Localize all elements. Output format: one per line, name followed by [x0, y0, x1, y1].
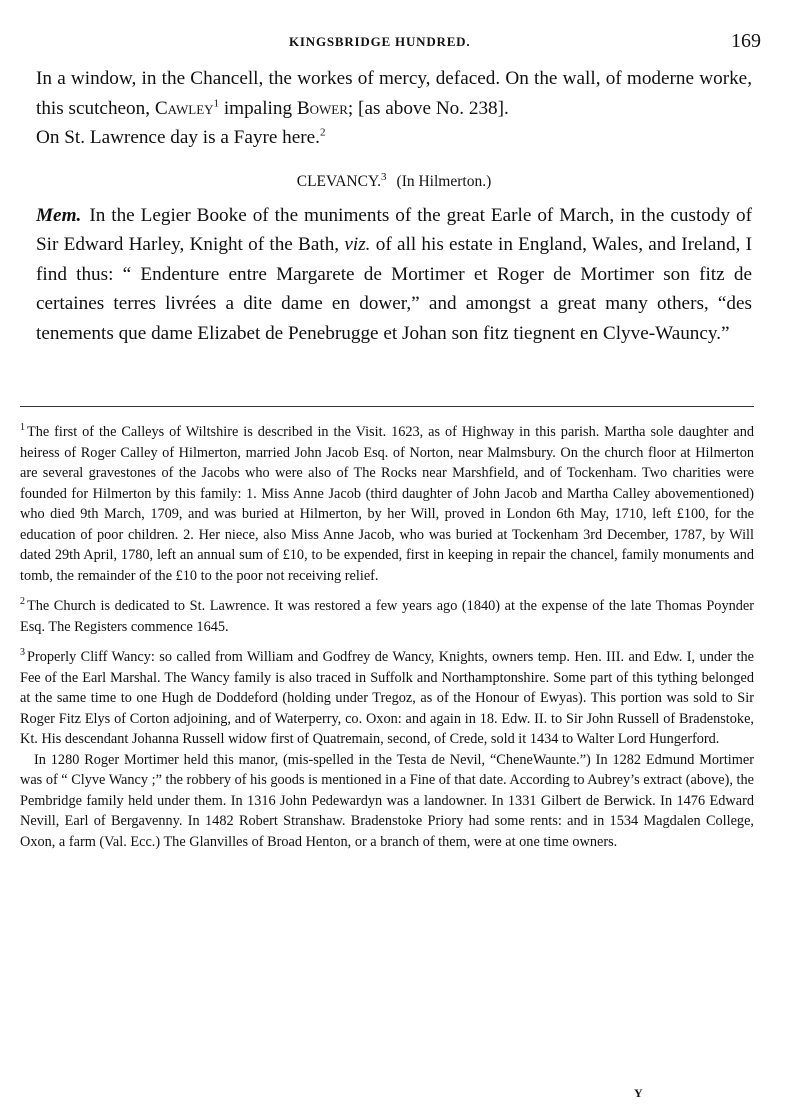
heading-subtitle: (In Hilmerton.)	[396, 172, 492, 190]
cawley-name: Cawley	[154, 97, 214, 119]
heading-title: CLEVANCY.	[296, 172, 382, 190]
mem-label: Mem.	[36, 204, 82, 226]
footnote-ref-2: 2	[319, 126, 326, 139]
footnote-1-marker: 1	[20, 422, 25, 434]
footnote-2-marker: 2	[20, 596, 25, 608]
paragraph-chancell: In a window, in the Chancell, the workes of mercy, defaced. On the wall, of moderne worke, this scutcheon, Cawley$^1$ impaling Bower; [as above No. 238].	[36, 68, 752, 119]
footnote-ref-3: 3	[381, 170, 387, 183]
footnote-ref-1: 1	[213, 97, 220, 110]
running-header	[0, 30, 800, 52]
signature-mark: Y	[634, 1086, 643, 1100]
paragraph-mem: Mem. In the Legier Booke of the muniments of the great Earle of March, in the custody of Sir Edward Harley, Knight of the Bath, viz. of all his estate in England, Wales, and Ireland, I find thus: “ Endenture entre Margarete de Mortimer et Roger de Mortimer son fitz de certaines terres livrées a dite dame en dower,” and amongst a great many others, “des tenements que dame Elizabet de Penebrugge et Johan son fitz tiegnent en Clyve-Wauncy.”	[36, 204, 752, 344]
footnote-rule	[20, 406, 754, 407]
footnote-3-marker: 3	[20, 647, 25, 659]
page-number: 169	[731, 30, 761, 52]
viz-abbrev: viz.	[344, 234, 371, 255]
footnote-3: $^3$ Properly Cliff Wancy: so called from William and Godfrey de Wancy, Knights, owners temp. Hen. III. and Edw. I, under the Fee of the Earl Marshal. The Wancy family is also traced in Suffolk and Northamptonshire. Some part of this tything belonged at the same time to one Hugh de Doddeford (holding under Tregoz, as of the Honour of Ewyas). This portion was sold to Sir Roger Fitz Elys of Corton adjoining, and of Waterperry, co. Oxon: and again in 18. Edw. II. to Sir John Russell of Bradenstoke, Kt. His descendant Johanna Russell widow first of Quatremain, second, of Crede, sold it 1434 to Walter Lord Hungerford.	[20, 647, 754, 747]
footnote-2: $^2$ The Church is dedicated to St. Lawrence. It was restored a few years ago (1840) at the expense of the late Thomas Poynder Esq. The Registers commence 1645.	[20, 596, 754, 635]
footnote-1: $^1$ The first of the Calleys of Wiltshire is described in the Visit. 1623, as of Highway in this parish. Martha sole daughter and heiress of Roger Calley of Hilmerton, married John Jacob Esq. of Norton, near Malmsbury. On the church floor at Hilmerton are several gravestones of the Jacobs who were also of The Rocks near Marshfield, and of Tockenham. Two charities were founded for Hilmerton by this family: 1. Miss Anne Jacob (third daughter of John Jacob and Martha Calley abovementioned) who died 9th March, 1709, and was buried at Hilmerton, by her Will, proved in London 6th May, 1710, left £100, for the education of poor children. 2. Her niece, also Miss Anne Jacob, who was buried at Tockenham 3rd December, 1787, by Will dated 29th April, 1780, left an annual sum of £10, to be expended, first in keeping in repair the chancel, family monuments and tomb, the remainder of the £10 to the poor not receiving relief.	[20, 422, 754, 584]
bower-name: Bower	[296, 97, 348, 119]
section-heading	[36, 170, 752, 194]
paragraph-fayre: On St. Lawrence day is a Fayre here.$^2$	[36, 126, 326, 148]
footnote-3-continued: In 1280 Roger Mortimer held this manor, (mis-spelled in the Testa de Nevil, “CheneWaunte.”) In 1282 Edmund Mortimer was of “ Clyve Wancy ;” the robbery of his goods is mentioned in a Fine of that date. According to Aubrey’s extract (above), the Pembridge family held under them. In 1316 John Pedewardyn was a landowner. In 1331 Gilbert de Berwick. In 1476 Edward Nevill, Earl of Bergavenny. In 1482 Robert Stranshaw. Bradenstoke Priory had some rents: and in 1534 Magdalen College, Oxon, a farm (Val. Ecc.) The Glanvilles of Broad Henton, or a branch of them, were at one time owners.	[20, 751, 754, 850]
main-text	[36, 64, 752, 348]
running-title: KINGSBRIDGE HUNDRED.	[289, 34, 471, 49]
footnotes	[20, 422, 754, 852]
